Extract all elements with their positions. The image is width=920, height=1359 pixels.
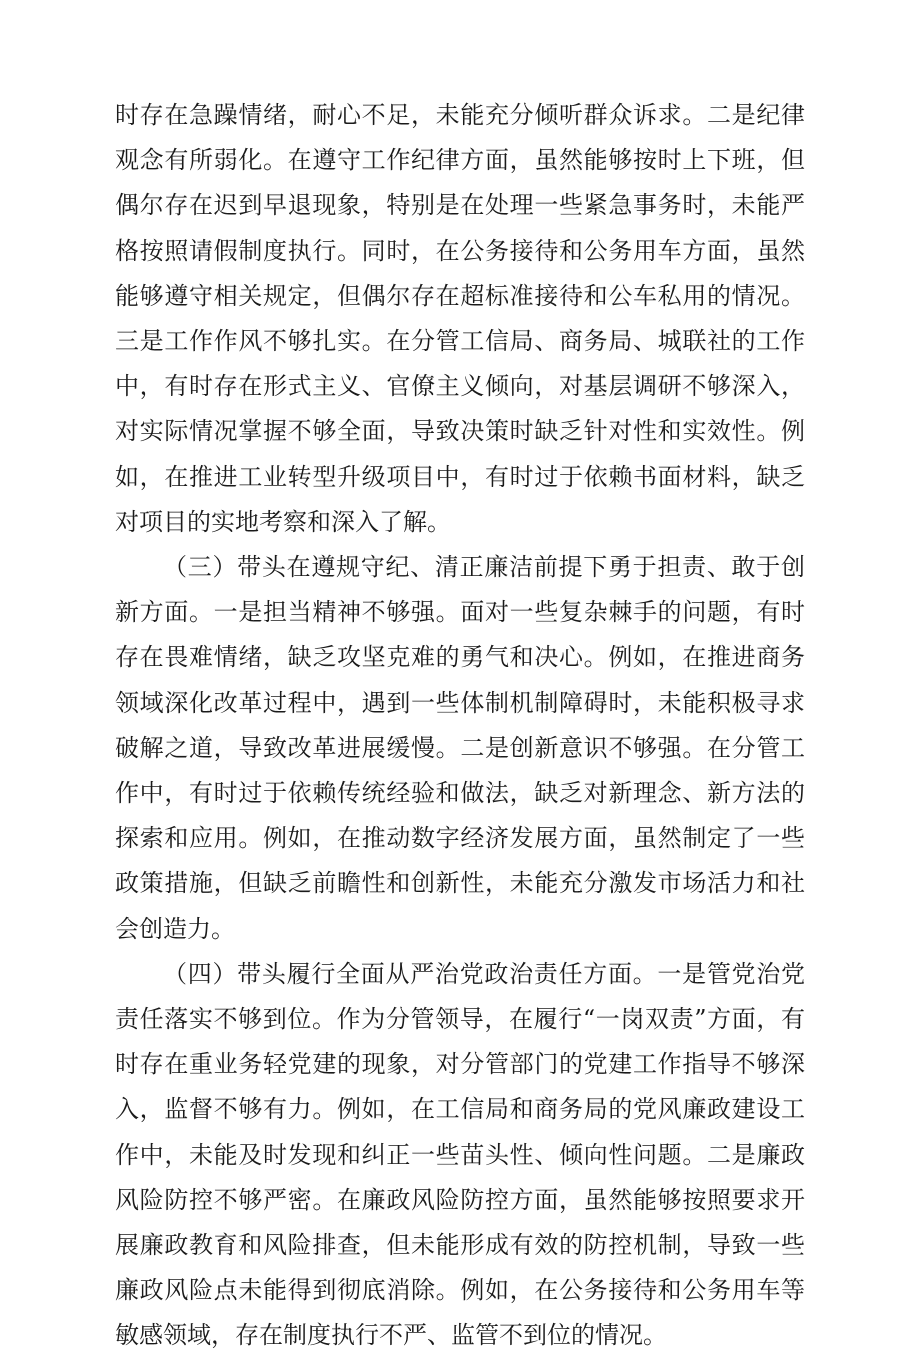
paragraph-continuation: 时存在急躁情绪，耐心不足，未能充分倾听群众诉求。二是纪律观念有所弱化。在遵守工作纪律方面，虽然能够按时上下班，但偶尔存在迟到早退现象，特别是在处理一些紧急事务时，未能严格按照请假制度执行。同时，在公务接待和公务用车方面，虽然能够遵守相关规定，但偶尔存在超标准接待和公车私用的情况。三是工作作风不够扎实。在分管工信局、商务局、城联社的工作中，有时存在形式主义、官僚主义倾向，对基层调研不够深入，对实际情况掌握不够全面，导致决策时缺乏针对性和实效性。例如，在推进工业转型升级项目中，有时过于依赖书面材料，缺乏对项目的实地考察和深入了解。 (115, 101, 805, 536)
paragraph-section-three: （三）带头在遵规守纪、清正廉洁前提下勇于担责、敢于创新方面。一是担当精神不够强。面对一些复杂棘手的问题，有时存在畏难情绪，缺乏攻坚克难的勇气和决心。例如，在推进商务领域深化改革过程中，遇到一些体制机制障碍时，未能积极寻求破解之道，导致改革进展缓慢。二是创新意识不够强。在分管工作中，有时过于依赖传统经验和做法，缺乏对新理念、新方法的探索和应用。例如，在推动数字经济发展方面，虽然制定了一些政策措施，但缺乏前瞻性和创新性，未能充分激发市场活力和社会创造力。 (115, 553, 805, 943)
paragraph-section-four: （四）带头履行全面从严治党政治责任方面。一是管党治党责任落实不够到位。作为分管领导，在履行“一岗双责”方面，有时存在重业务轻党建的现象，对分管部门的党建工作指导不够深入，监督不够有力。例如，在工信局和商务局的党风廉政建设工作中，未能及时发现和纠正一些苗头性、倾向性问题。二是廉政风险防控不够严密。在廉政风险防控方面，虽然能够按照要求开展廉政教育和风险排查，但未能形成有效的防控机制，导致一些廉政风险点未能得到彻底消除。例如，在公务接待和公务用车等敏感领域，存在制度执行不严、监管不到位的情况。 (115, 959, 805, 1350)
document-body (115, 93, 805, 1359)
